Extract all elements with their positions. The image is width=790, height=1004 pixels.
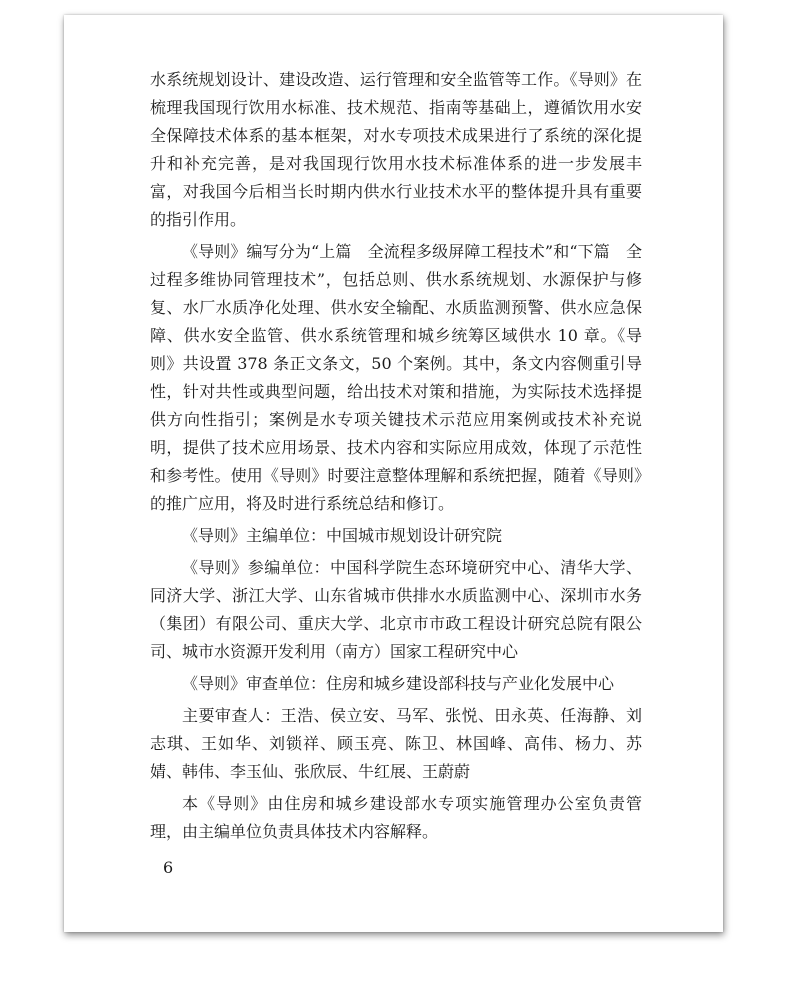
- paragraph-continuation: 水系统规划设计、建设改造、运行管理和安全监管等工作。《导则》在梳理我国现行饮用水标准、技术规范、指南等基础上，遵循饮用水安全保障技术体系的基本框架，对水专项技术成果进行了系统的深化提升和补充完善，是对我国现行饮用水技术标准体系的进一步发展丰富，对我国今后相当长时期内供水行业技术水平的整体提升具有重要的指引作用。: [150, 70, 642, 229]
- paragraph-structure: 《导则》编写分为“上篇 全流程多级屏障工程技术”和“下篇 全过程多维协同管理技术”，包括总则、供水系统规划、水源保护与修复、水厂水质净化处理、供水安全输配、水质监测预警、供水应急保障、供水安全监管、供水系统管理和城乡统筹区域供水 10 章。《导则》共设置 378 条正文条文，50 个案例。其中，条文内容侧重引导性，针对共性或典型问题，给出技术对策和措施，为实际技术选择提供方向性指引；案例是水专项关键技术示范应用案例或技术补充说明，提供了技术应用场景、技术内容和实际应用成效，体现了示范性和参考性。使用《导则》时要注意整体理解和系统把握，随着《导则》的推广应用，将及时进行系统总结和修订。: [150, 242, 642, 513]
- body-text: [150, 66, 642, 850]
- paragraph-management: 本《导则》由住房和城乡建设部水专项实施管理办公室负责管理，由主编单位负责具体技术内容解释。: [150, 794, 642, 841]
- paragraph-review-unit: 《导则》审查单位：住房和城乡建设部科技与产业化发展中心: [182, 674, 615, 693]
- paragraph-participating-units: 《导则》参编单位：中国科学院生态环境研究中心、清华大学、同济大学、浙江大学、山东省城市供排水水质监测中心、深圳市水务（集团）有限公司、重庆大学、北京市市政工程设计研究总院有限公司、城市水资源开发利用（南方）国家工程研究中心: [150, 558, 642, 661]
- paragraph-chief-editor: 《导则》主编单位：中国城市规划设计研究院: [182, 526, 503, 545]
- page-number: 6: [163, 858, 174, 877]
- document-page: [64, 15, 723, 932]
- paragraph-reviewers: 主要审查人：王浩、侯立安、马军、张悦、田永英、任海静、刘志琪、王如华、刘锁祥、顾玉亮、陈卫、林国峰、高伟、杨力、苏婧、韩伟、李玉仙、张欣辰、牛红展、王蔚蔚: [150, 706, 642, 781]
